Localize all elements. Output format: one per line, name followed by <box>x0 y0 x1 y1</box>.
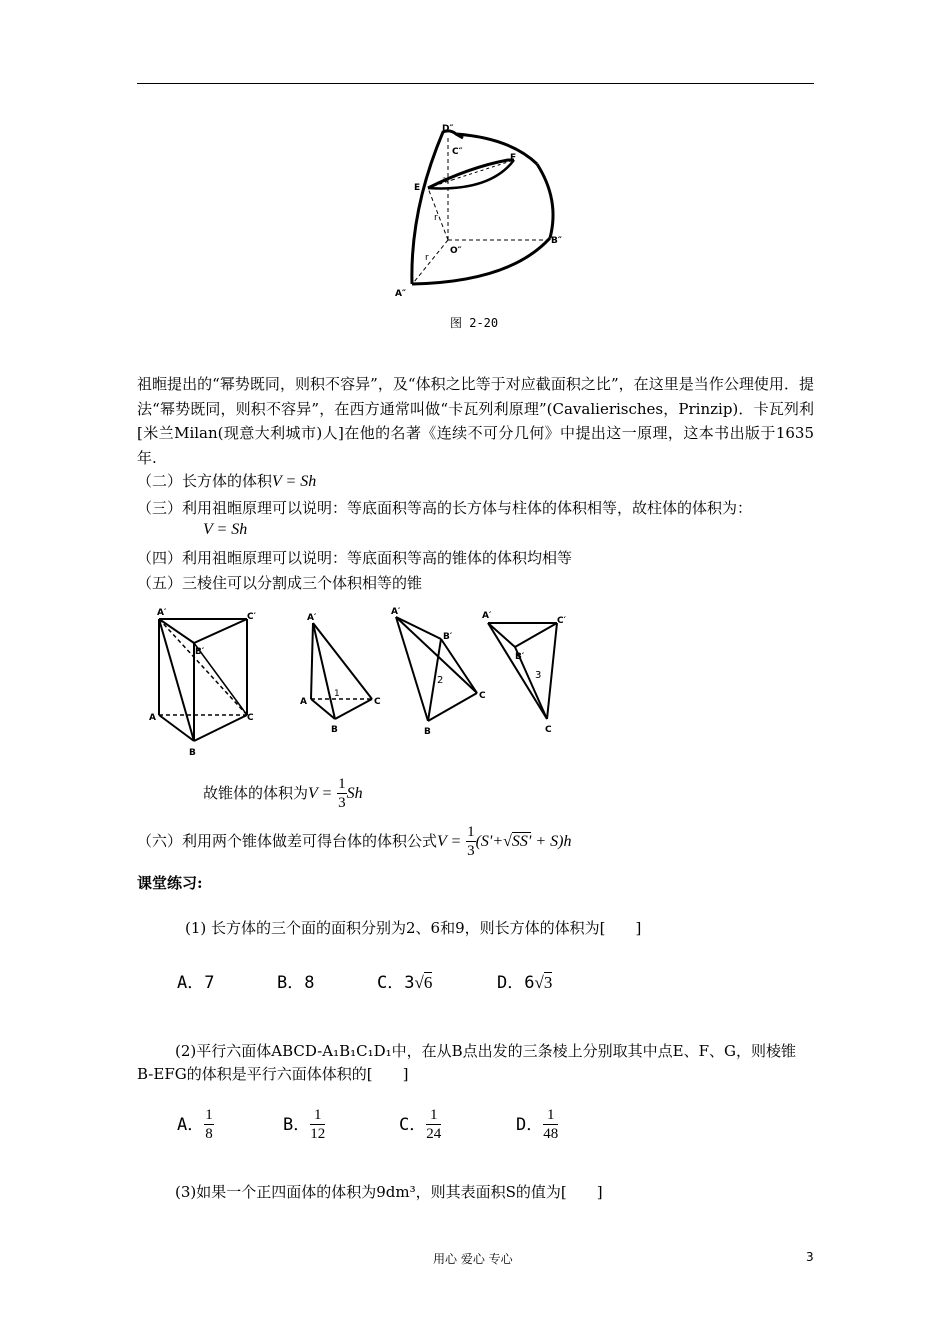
f4-b1: B′ <box>515 652 525 662</box>
f1-a1: A′ <box>157 608 167 618</box>
cone-rhs: Sh <box>346 785 363 802</box>
line-cone-volume <box>203 774 363 813</box>
radius-oe <box>428 188 448 240</box>
cuboid-formula: V = Sh <box>272 473 317 490</box>
figure-caption: 图 2-20 <box>450 316 499 330</box>
q1-option-d: D．6√3 <box>497 973 553 993</box>
f3-num: 2 <box>437 675 444 686</box>
prism-split-figures <box>145 603 585 763</box>
question-2-line-2: B-EFG的体积是平行六面体体积的[ ] <box>137 1065 409 1083</box>
label-a-point: A″ <box>395 289 406 299</box>
arc-bottom <box>412 238 550 284</box>
prism-figure-4 <box>482 611 567 735</box>
cone-lhs: V = <box>308 785 333 802</box>
frustum-rhs-b: SS' <box>511 833 532 850</box>
line-frustum-volume <box>137 822 571 861</box>
line-prism-split: （五）三棱住可以分割成三个体积相等的锥 <box>137 574 423 592</box>
f1-b1: B′ <box>195 647 205 657</box>
f2-b: B <box>331 725 338 735</box>
prism-figure-3 <box>391 607 486 737</box>
label-a: a <box>442 175 447 184</box>
f3-c: C <box>479 691 486 701</box>
paragraph-cavalieri: 祖暅提出的“幂势既同，则积不容异”，及“体积之比等于对应截面积之比”，在这里是当作公理使用．提法“幂势既同，则积不容异”，在西方通常叫做“卡瓦列利原理”(Cavalierisches，Prinzip)．卡瓦列利[米兰Milan(现意大利城市)人]在他的名著《连续不可分几何》中提出这一原理，这本书出版于1635年. <box>137 375 814 467</box>
label-o: O″ <box>450 246 462 256</box>
sqrt-sign: √ <box>503 833 512 850</box>
q2-option-d: D． $\frac{1}{48}$ <box>516 1107 559 1142</box>
f2-a1: A′ <box>307 613 317 623</box>
f4-c: C <box>545 725 552 735</box>
f1-a: A <box>149 713 156 723</box>
q1-option-a: A．7 <box>177 973 215 993</box>
f3-b: B <box>424 727 431 737</box>
frustum-lhs: V = <box>437 833 462 850</box>
f3-a1: A′ <box>391 607 401 617</box>
frustum-rhs-c: + S)h <box>535 833 572 850</box>
question-3: (3)如果一个正四面体的体积为9dm³，则其表面积S的值为[ ] <box>175 1183 603 1201</box>
q2-option-c: C． $\frac{1}{24}$ <box>399 1107 442 1142</box>
f1-c: C <box>247 713 254 723</box>
cuboid-text: （二）长方体的体积 <box>137 472 273 490</box>
f4-c1: C′ <box>557 616 566 626</box>
label-c: C″ <box>452 147 463 157</box>
q2-option-a: A． $\frac{1}{8}$ <box>177 1107 213 1142</box>
f4-a1: A′ <box>482 611 492 621</box>
prism-formula: V = Sh <box>203 521 248 538</box>
frustum-rhs-a: (S'+ <box>475 833 504 850</box>
prism-figure-2 <box>300 613 381 735</box>
exercise-heading: 课堂练习: <box>137 874 203 892</box>
label-f: F <box>510 153 517 163</box>
q1-option-b: B．8 <box>277 973 315 993</box>
page-number: 3 <box>806 1250 814 1264</box>
f4-num: 3 <box>535 670 542 681</box>
f1-b: B <box>189 748 196 758</box>
header-rule <box>137 83 814 84</box>
frustum-fraction: $\frac{1}{3}$ <box>467 824 475 859</box>
label-e: E <box>414 183 421 193</box>
line-prism-volume: （三）利用祖暅原理可以说明：等底面积等高的长方体与柱体的体积相等，故柱体的体积为： <box>137 499 753 517</box>
footer-slogan: 用心 爱心 专心 <box>433 1252 513 1266</box>
arc-top <box>456 134 537 164</box>
label-d: D″ <box>442 124 454 134</box>
frustum-text: （六）利用两个锥体做差可得台体的体积公式 <box>137 832 438 850</box>
q2-option-b: B． $\frac{1}{12}$ <box>283 1107 326 1142</box>
cone-text: 故锥体的体积为 <box>203 784 309 802</box>
arc-right <box>537 164 553 238</box>
line-cuboid-volume <box>137 470 316 493</box>
question-1: (1) 长方体的三个面的面积分别为2、6和9，则长方体的体积为[ ] <box>185 919 642 937</box>
label-b: B″ <box>551 236 562 246</box>
axis-oa <box>414 240 448 282</box>
f2-c: C <box>374 697 381 707</box>
prism-figure-1 <box>149 608 257 758</box>
f3-b1: B′ <box>443 632 453 642</box>
cone-fraction: $\frac{1}{3}$ <box>338 776 346 811</box>
sphere-octant-figure <box>390 120 580 305</box>
line-cone-equal: （四）利用祖暅原理可以说明：等底面积等高的锥体的体积均相等 <box>137 549 573 567</box>
label-r1: r <box>434 213 438 223</box>
question-2-line-1: (2)平行六面体ABCD-A₁B₁C₁D₁中，在从B点出发的三条棱上分别取其中点E、F、G，则棱锥 <box>175 1042 797 1060</box>
f2-a: A <box>300 697 307 707</box>
q1-option-c: C．3√6 <box>377 973 433 993</box>
label-r2: r <box>425 253 429 263</box>
f1-c1: C′ <box>247 612 256 622</box>
f2-num: 1 <box>334 689 340 699</box>
